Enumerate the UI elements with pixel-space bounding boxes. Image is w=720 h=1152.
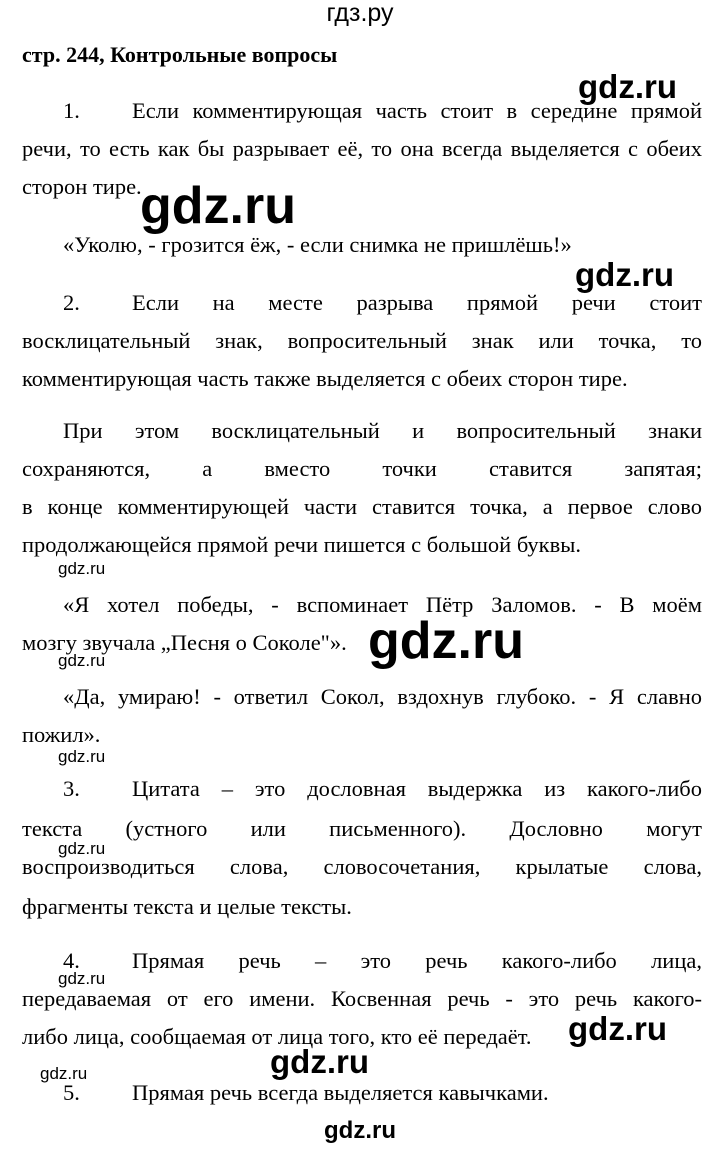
watermark: gdz.ru	[58, 747, 106, 766]
watermark: gdz.ru	[58, 969, 106, 988]
page-title: стр. 244, Контрольные вопросы	[22, 42, 338, 67]
item-number-1: 1.	[63, 98, 80, 123]
watermark: gdz.ru	[58, 559, 106, 578]
watermark: gdz.ru	[324, 1117, 396, 1144]
item-number-5: 5.	[63, 1080, 80, 1105]
item-number-4: 4.	[63, 948, 80, 973]
paragraph-line: Цитата – это дословная выдержка из какого-либо	[132, 776, 702, 801]
example-quote: «Уколю, - грозится ёж, - если снимка не пришлёшь!»	[63, 232, 572, 257]
paragraph-line: фрагменты текста и целые тексты.	[22, 894, 352, 919]
paragraph-line: сохраняются, а вместо точки ставится запятая;	[22, 456, 702, 481]
paragraph-line: При этом восклицательный и вопросительный знаки	[63, 418, 702, 443]
example-quote: «Я хотел победы, - вспоминает Пётр Заломов. - В моём	[63, 592, 702, 617]
item-number-3: 3.	[63, 776, 80, 801]
watermark: gdz.ru	[270, 1043, 369, 1080]
paragraph-line: либо лица, сообщаемая от лица того, кто её передаёт.	[22, 1024, 532, 1049]
item-number-2: 2.	[63, 290, 80, 315]
watermark: gdz.ru	[578, 68, 677, 105]
paragraph-line: Если на месте разрыва прямой речи стоит	[132, 290, 702, 315]
paragraph-line: речи, то есть как бы разрывает её, то она всегда выделяется с обеих	[22, 136, 702, 161]
paragraph-line: воспроизводиться слова, словосочетания, крылатые слова,	[22, 854, 702, 879]
watermark: gdz.ru	[575, 256, 674, 293]
example-quote: мозгу звучала „Песня о Соколе"».	[22, 630, 347, 655]
watermark: gdz.ru	[58, 839, 106, 858]
watermark: gdz.ru	[40, 1064, 88, 1083]
paragraph-line: сторон тире.	[22, 174, 142, 199]
watermark: gdz.ru	[568, 1010, 667, 1047]
example-quote: пожил».	[22, 722, 101, 747]
watermark: gdz.ru	[140, 177, 296, 235]
example-quote: «Да, умираю! - ответил Сокол, вздохнув глубоко. - Я славно	[63, 684, 702, 709]
paragraph-line: в конце комментирующей части ставится точка, а первое слово	[22, 494, 702, 519]
watermark: gdz.ru	[368, 612, 524, 670]
paragraph-line: комментирующая часть также выделяется с обеих сторон тире.	[22, 366, 628, 391]
paragraph-line: восклицательный знак, вопросительный знак или точка, то	[22, 328, 702, 353]
paragraph-line: передаваемая от его имени. Косвенная речь - это речь какого-	[22, 986, 702, 1011]
paragraph-line: Если комментирующая часть стоит в середине прямой	[132, 98, 702, 123]
paragraph-line: Прямая речь всегда выделяется кавычками.	[132, 1080, 549, 1105]
paragraph-line: текста (устного или письменного). Дословно могут	[22, 816, 702, 841]
site-header: гдз.ру	[326, 0, 394, 27]
paragraph-line: Прямая речь – это речь какого-либо лица,	[132, 948, 702, 973]
watermark: gdz.ru	[58, 651, 106, 670]
paragraph-line: продолжающейся прямой речи пишется с большой буквы.	[22, 532, 581, 557]
